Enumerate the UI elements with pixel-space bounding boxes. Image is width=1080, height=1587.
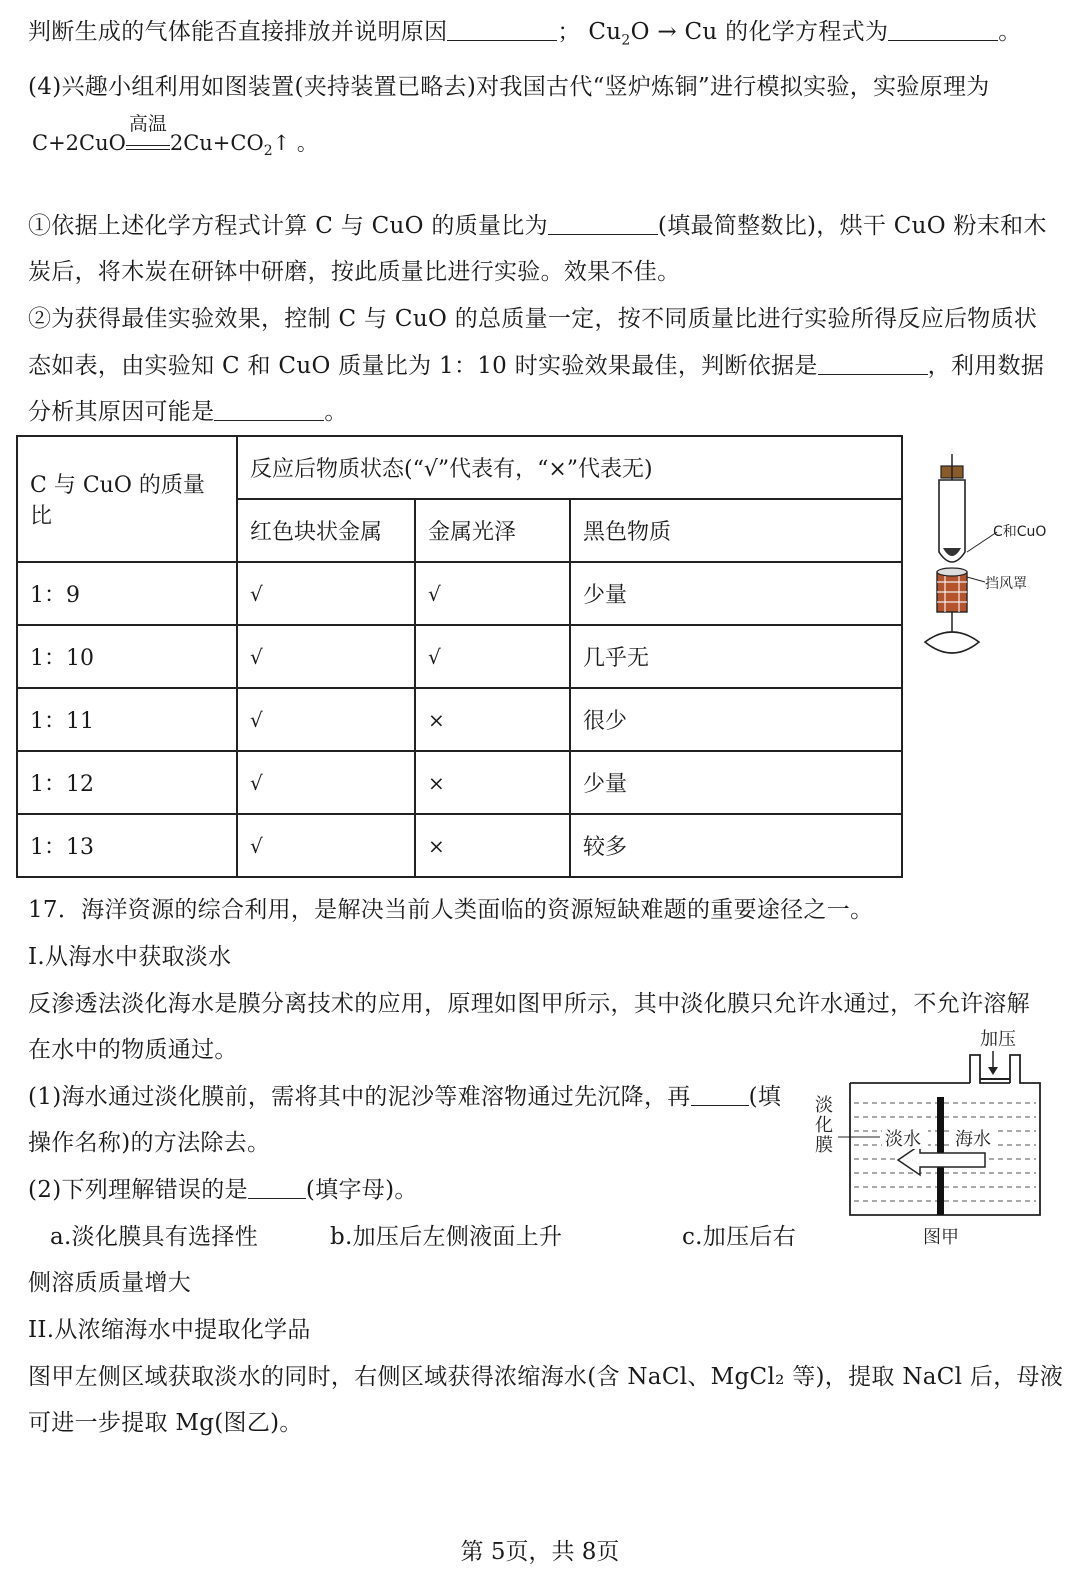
option-c-cont: 侧溶质质量增大 — [28, 1270, 192, 1296]
text-line-2: (4)兴趣小组利用如图装置(夹持装置已略去)对我国古代“竖炉炼铜”进行模拟实验，实验原理为 — [28, 74, 990, 100]
label-reactants: C和CuO — [993, 524, 1047, 540]
equation-condition-arrow — [126, 113, 170, 150]
page-footer: 第 5页，共 8页 — [460, 1539, 620, 1565]
paragraph-line: 图甲左侧区域获取淡水的同时，右侧区域获得浓缩海水(含 NaCl、MgCl₂ 等)，提取 NaCl 后，母液 — [28, 1364, 1064, 1390]
equation-condition: 高温 — [128, 113, 167, 135]
answer-blank[interactable] — [691, 1083, 749, 1106]
answer-blank[interactable] — [548, 212, 658, 235]
equation-products: 2Cu+CO — [169, 131, 264, 155]
text-line-3: ①依据上述化学方程式计算 C 与 CuO 的质量比为 (填最简整数比)，烘干 CuO 粉末和木 — [28, 213, 1047, 239]
punctuation: ； — [557, 19, 581, 45]
punctuation: 。 — [998, 19, 1022, 45]
results-table — [16, 435, 903, 878]
question-1-line-2: 操作名称)的方法除去。 — [28, 1130, 271, 1156]
text-line-4: 炭后，将木炭在研钵中研磨，按此质量比进行实验。效果不佳。 — [28, 259, 681, 285]
figure-caption: 图甲 — [923, 1227, 959, 1248]
answer-blank[interactable] — [447, 18, 557, 41]
table-subheader-red-metal: 红色块状金属 — [237, 499, 415, 562]
option-b: b.加压后左侧液面上升 — [330, 1224, 563, 1250]
label-membrane-2: 化 — [815, 1115, 833, 1136]
equation-tail: ↑ 。 — [272, 131, 318, 155]
table-subheader-luster: 金属光泽 — [415, 499, 570, 562]
label-fresh-water: 淡水 — [885, 1129, 921, 1150]
text-line-7: 分析其原因可能是 。 — [28, 399, 348, 425]
text-line-6: 态如表，由实验知 C 和 CuO 质量比为 1：10 时实验效果最佳，判断依据是 ，利用数据 — [28, 353, 1045, 379]
label-membrane-1: 淡 — [815, 1095, 833, 1116]
section-heading-1: I.从海水中获取淡水 — [28, 944, 232, 970]
option-c: c.加压后右 — [682, 1224, 796, 1250]
table-header-state: 反应后物质状态(“√”代表有，“×”代表无) — [237, 436, 902, 499]
apparatus-diagram — [915, 452, 1065, 667]
answer-blank[interactable] — [818, 352, 928, 375]
chemical-equation: C+2CuO 高温 $2Cu+CO_2↑$ 。 — [32, 128, 318, 166]
paragraph-line: 可进一步提取 Mg(图乙)。 — [28, 1410, 303, 1436]
question-2-line: (2)下列理解错误的是 (填字母)。 — [28, 1177, 418, 1203]
label-wind-shield: 挡风罩 — [985, 576, 1027, 592]
section-heading-2: II.从浓缩海水中提取化学品 — [28, 1317, 311, 1343]
paragraph-line: 在水中的物质通过。 — [28, 1037, 238, 1063]
formula-cu2o: $Cu_2O \to Cu$ 的化学方程式为 — [588, 19, 889, 49]
table-subheader-black: 黑色物质 — [570, 499, 902, 562]
question-1-line-1: (1)海水通过淡化膜前，需将其中的泥沙等难溶物通过先沉降，再 (填 — [28, 1084, 782, 1110]
table-header-ratio: C 与 CuO 的质量比 — [17, 436, 237, 562]
membrane-diagram — [810, 1025, 1065, 1255]
answer-blank[interactable] — [888, 18, 998, 41]
answer-blank[interactable] — [248, 1176, 306, 1199]
equation-reactants: C+2CuO — [32, 131, 126, 155]
text-line-5: ②为获得最佳实验效果，控制 C 与 CuO 的总质量一定，按不同质量比进行实验所得反应后物质状 — [28, 306, 1038, 332]
label-sea-water: 海水 — [955, 1129, 991, 1150]
label-pressure: 加压 — [980, 1029, 1016, 1050]
table-row: 1：11 √ × 很少 — [17, 688, 902, 751]
question-text: 判断生成的气体能否直接排放并说明原因 — [28, 19, 448, 45]
table-row: 1：9 √ √ 少量 — [17, 562, 902, 625]
option-a: a.淡化膜具有选择性 — [50, 1224, 259, 1250]
table-row: 1：10 √ √ 几乎无 — [17, 625, 902, 688]
table-row: 1：12 √ × 少量 — [17, 751, 902, 814]
table-row: 1：13 √ × 较多 — [17, 814, 902, 877]
question-17-title: 17．海洋资源的综合利用，是解决当前人类面临的资源短缺难题的重要途径之一。 — [28, 897, 874, 923]
answer-blank[interactable] — [214, 398, 324, 421]
label-membrane-3: 膜 — [815, 1135, 833, 1156]
paragraph-line: 反渗透法淡化海水是膜分离技术的应用，原理如图甲所示，其中淡化膜只允许水通过，不允许溶解 — [28, 991, 1030, 1017]
text-line-1 — [28, 17, 1022, 56]
